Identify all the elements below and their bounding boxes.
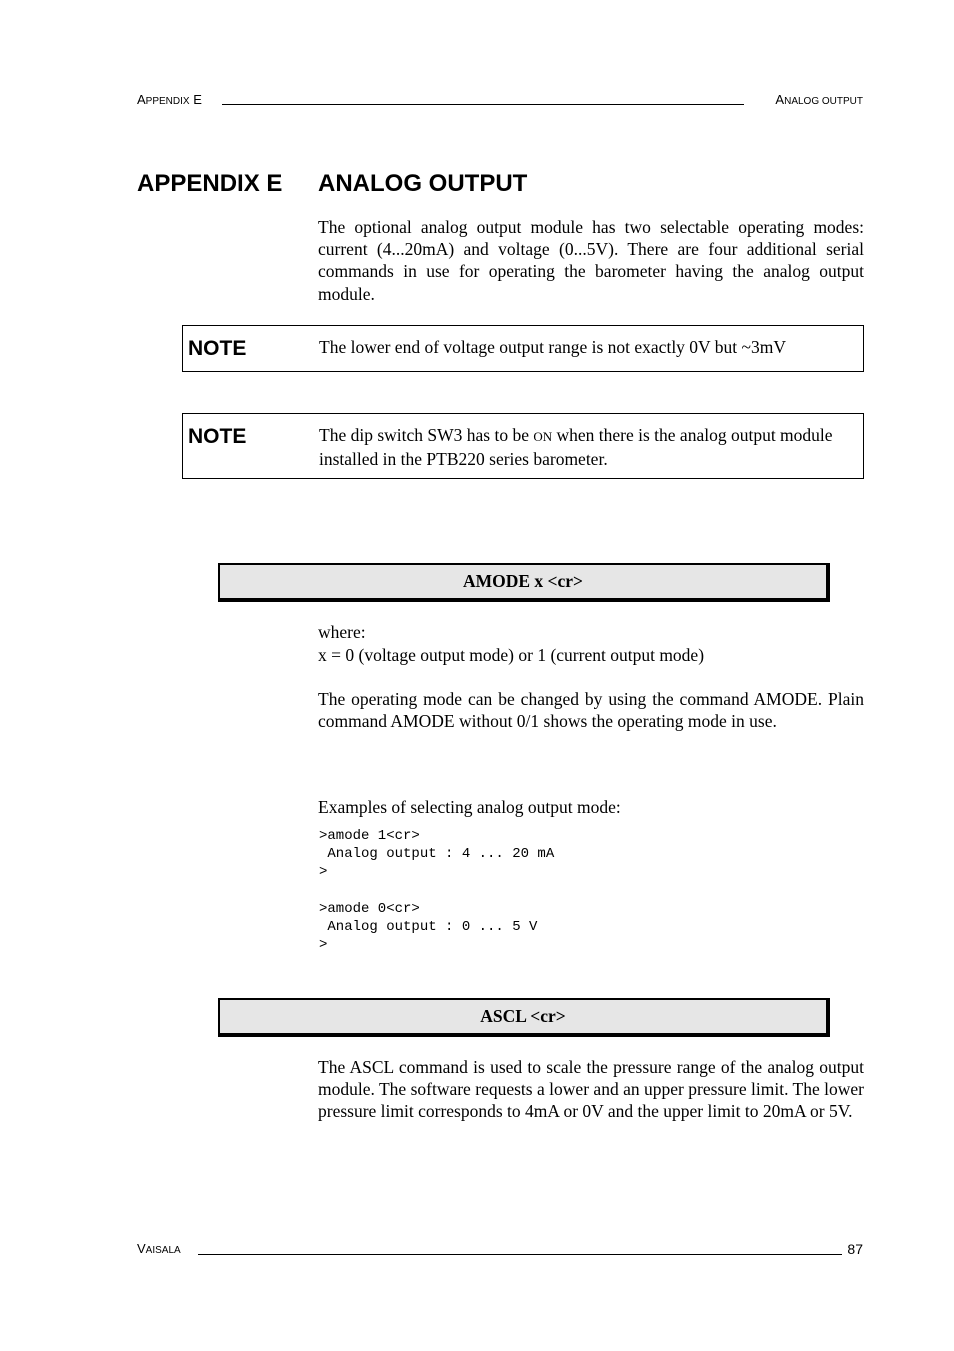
note-label: NOTE (188, 337, 247, 360)
footer-left-cap: V (137, 1241, 146, 1256)
footer-rule (198, 1254, 842, 1255)
header-right-cap: A (775, 92, 785, 107)
header-left-rest: E (189, 92, 202, 107)
amode-example-code: >amode 1<cr> Analog output : 4 ... 20 mA > >amode 0<cr> Analog output : 0 ... 5 V > (319, 828, 555, 954)
note-label: NOTE (188, 425, 247, 448)
running-header-left (137, 92, 202, 110)
note-text (319, 424, 854, 470)
page-title: ANALOG OUTPUT (318, 170, 528, 197)
page-number: 87 (847, 1241, 863, 1257)
note-text-after: when there is the analog output module installed in the PTB220 series barometer. (319, 425, 833, 470)
where-definition: x = 0 (voltage output mode) or 1 (current output mode) (318, 645, 705, 665)
where-label: where: (318, 622, 366, 642)
footer-left-small: AISALA (145, 1245, 181, 1256)
note-box-voltage (182, 325, 864, 372)
note-text-smallcaps: ON (533, 429, 553, 444)
footer-left (137, 1241, 181, 1259)
header-left-cap: A (137, 92, 146, 107)
note-text: The lower end of voltage output range is not exactly 0V but ~3mV (319, 337, 786, 357)
intro-paragraph: The optional analog output module has two selectable operating modes: current (4...20mA) and voltage (0...5V). There are four additional serial commands in use for operating the barometer having the analog output module. (318, 217, 864, 304)
ascl-command: ASCL <cr> (480, 1006, 566, 1026)
ascl-command-box (218, 998, 830, 1037)
header-left-small: PPENDIX (145, 96, 190, 107)
ascl-description: The ASCL command is used to scale the pressure range of the analog output module. The software requests a lower and an upper pressure limit. The lower pressure limit corresponds to 4mA or 0V and the upper limit to 20mA or 5V. (318, 1057, 864, 1122)
running-header-right (775, 92, 863, 110)
note-text-before: The dip switch SW3 has to be (319, 425, 534, 445)
note-box-dip-switch (182, 413, 864, 479)
header-rule (222, 104, 744, 105)
amode-command: AMODE x <cr> (462, 571, 584, 591)
header-right-small: NALOG OUTPUT (784, 96, 863, 107)
appendix-label: APPENDIX E (137, 170, 283, 197)
amode-command-box (218, 563, 830, 602)
amode-description: The operating mode can be changed by using the command AMODE. Plain command AMODE without 0/1 shows the operating mode in use. (318, 689, 864, 732)
examples-label: Examples of selecting analog output mode: (318, 797, 621, 817)
